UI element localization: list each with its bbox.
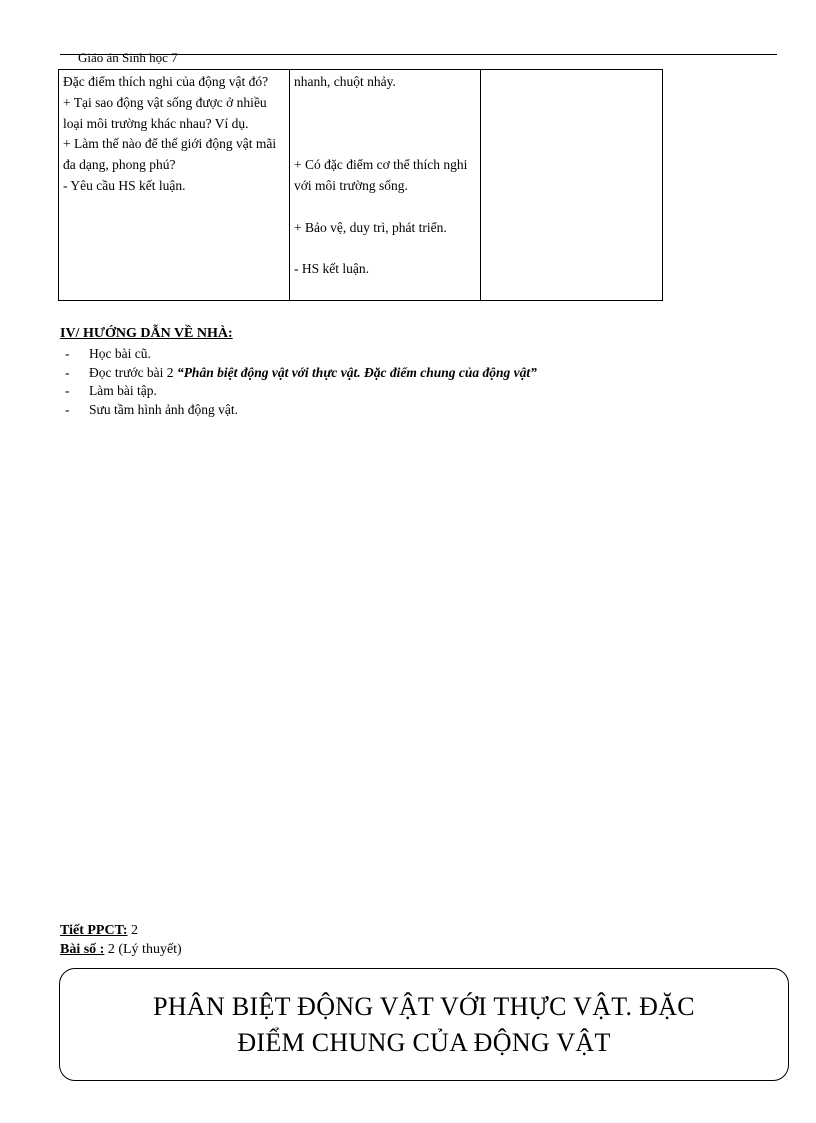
lesson-title-line: PHÂN BIỆT ĐỘNG VẬT VỚI THỰC VẬT. ĐẶC xyxy=(153,991,695,1021)
student-line: nhanh, chuột nhảy. xyxy=(294,74,396,89)
header-rule xyxy=(60,54,777,55)
student-line: + Có đặc điểm cơ thể thích nghi với môi trường sống. xyxy=(294,157,468,193)
period-line xyxy=(60,921,182,940)
homework-item-emphasis: “Phân biệt động vật với thực vật. Đặc điểm chung của động vật” xyxy=(176,364,537,380)
homework-section xyxy=(60,325,760,419)
teacher-line: + Tại sao động vật sống được ở nhiều loại môi trường khác nhau? Ví dụ. xyxy=(63,94,267,131)
teacher-line: - Yêu cầu HS kết luận. xyxy=(63,177,186,193)
list-item xyxy=(60,345,760,364)
homework-list xyxy=(60,345,760,419)
homework-item-prefix: Đọc trước bài 2 xyxy=(89,364,177,380)
lesson-number-value: 2 (Lý thuyết) xyxy=(104,942,182,957)
dash-bullet: - xyxy=(65,364,70,380)
student-line: - HS kết luận. xyxy=(294,261,369,277)
list-item xyxy=(60,382,760,401)
page-header-text: Giáo án Sinh học 7 xyxy=(78,50,178,65)
student-activity-cell xyxy=(290,70,481,301)
lesson-activity-table xyxy=(58,69,663,301)
spacer xyxy=(294,197,476,218)
lesson-meta xyxy=(60,921,182,959)
period-label: Tiết PPCT: xyxy=(60,923,128,938)
lesson-number-line xyxy=(60,940,182,959)
homework-item-text: Sưu tầm hình ảnh động vật. xyxy=(89,401,239,417)
student-line: + Bảo vệ, duy trì, phát triển. xyxy=(294,219,447,235)
homework-title: IV/ HƯỚNG DẪN VỀ NHÀ: xyxy=(60,326,233,341)
lesson-title-line: ĐIỂM CHUNG CỦA ĐỘNG VẬT xyxy=(237,1027,611,1057)
content-cell xyxy=(481,70,663,301)
spacer xyxy=(294,93,476,155)
dash-bullet: - xyxy=(65,383,70,398)
lesson-title xyxy=(84,989,764,1061)
teacher-line: Đặc điểm thích nghi của động vật đó? xyxy=(63,74,269,89)
homework-item-text: Làm bài tập. xyxy=(89,383,157,398)
spacer xyxy=(294,238,476,259)
table-row xyxy=(59,70,663,301)
teacher-activity-cell xyxy=(59,70,290,301)
list-item xyxy=(60,364,760,383)
teacher-line: + Làm thế nào để thế giới động vật mãi đa dạng, phong phú? xyxy=(63,136,277,173)
dash-bullet: - xyxy=(65,346,70,361)
period-value: 2 xyxy=(127,923,139,938)
lesson-title-box xyxy=(59,968,789,1081)
lesson-number-label: Bài số : xyxy=(60,942,105,957)
dash-bullet: - xyxy=(65,401,70,417)
homework-item-text: Học bài cũ. xyxy=(89,346,151,361)
list-item xyxy=(60,401,760,420)
